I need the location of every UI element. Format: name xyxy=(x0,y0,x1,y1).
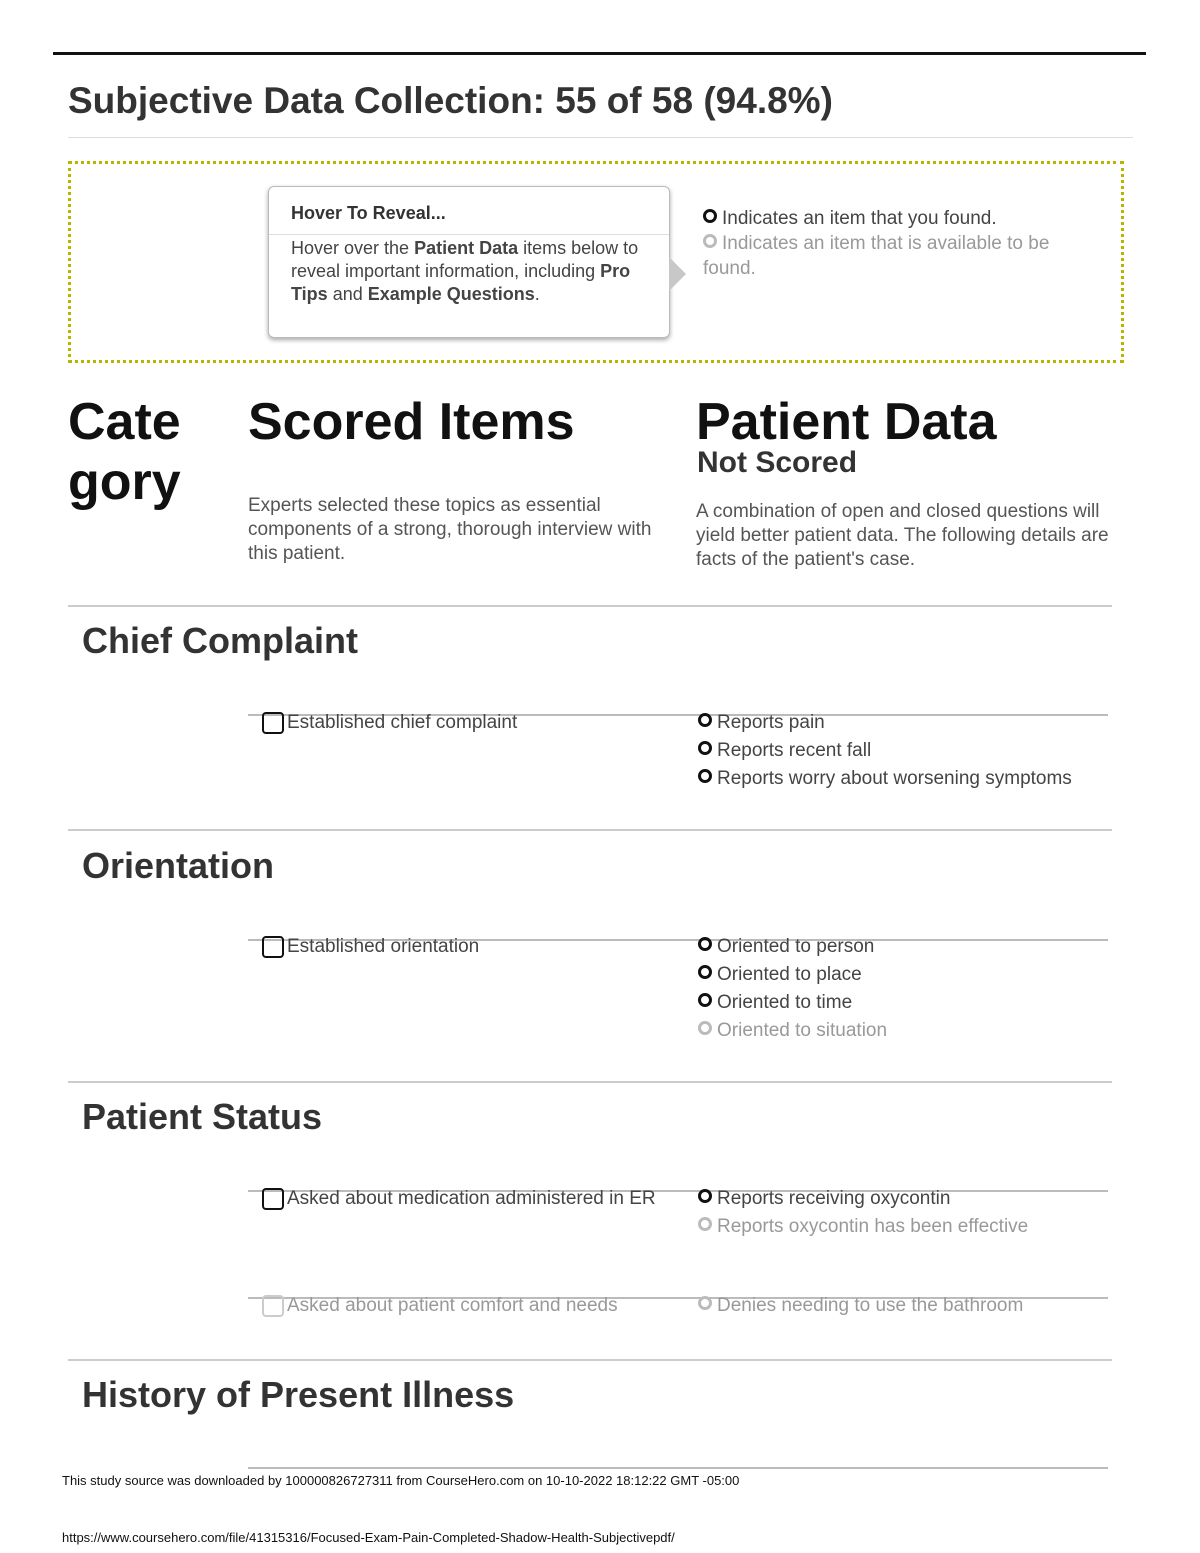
scored-items-heading: Scored Items xyxy=(248,393,575,451)
available-circle-icon xyxy=(698,1217,712,1231)
patient-data-list xyxy=(698,1185,1118,1241)
patient-data-list xyxy=(698,709,1118,793)
section-title-orientation: Orientation xyxy=(82,845,275,886)
found-circle-icon xyxy=(698,769,712,783)
scored-item[interactable]: Established orientation xyxy=(262,934,682,960)
top-rule xyxy=(53,52,1146,55)
not-scored-label: Not Scored xyxy=(697,446,858,479)
data-item[interactable]: Oriented to place xyxy=(698,961,1118,989)
section-divider xyxy=(68,829,1112,831)
data-item[interactable]: Oriented to situation xyxy=(698,1017,1118,1045)
checkbox-icon xyxy=(262,1188,284,1210)
legend-found: Indicates an item that you found. xyxy=(703,206,1093,231)
found-circle-icon xyxy=(698,741,712,755)
scored-description: Experts selected these topics as essential components of a strong, thorough interview with this patient. xyxy=(248,495,652,564)
section-divider xyxy=(68,605,1112,607)
checkbox-icon xyxy=(262,1295,284,1317)
footer-source: This study source was downloaded by 100000826727311 from CourseHero.com on 10-10-2022 18:12:22 GMT -05:00 xyxy=(62,1473,740,1488)
data-item[interactable]: Oriented to person xyxy=(698,933,1118,961)
legend-available: Indicates an item that is available to be found. xyxy=(703,233,1050,279)
available-circle-icon xyxy=(698,1296,712,1310)
available-circle-icon xyxy=(703,234,717,248)
tooltip-title: Hover To Reveal... xyxy=(269,187,669,235)
data-item[interactable]: Denies needing to use the bathroom xyxy=(698,1292,1118,1320)
found-circle-icon xyxy=(698,1189,712,1203)
section-title-hpi: History of Present Illness xyxy=(82,1374,515,1415)
scored-item[interactable]: Asked about medication administered in ER xyxy=(262,1186,662,1212)
item-divider xyxy=(248,1467,1108,1469)
section-title-chief-complaint: Chief Complaint xyxy=(82,620,358,661)
tooltip-text: Hover over the Patient Data items below to reveal important information, including Pro Tips and Example Questions. xyxy=(291,238,639,304)
found-circle-icon xyxy=(698,993,712,1007)
category-heading: Cate gory xyxy=(68,393,181,511)
data-item[interactable]: Reports oxycontin has been effective xyxy=(698,1213,1118,1241)
patient-description: A combination of open and closed questions will yield better patient data. The following details are facts of the patient's case. xyxy=(696,501,1109,570)
hover-tooltip xyxy=(268,186,670,338)
checkbox-icon xyxy=(262,712,284,734)
section-divider xyxy=(68,1081,1112,1083)
footer-url[interactable]: https://www.coursehero.com/file/41315316/Focused-Exam-Pain-Completed-Shadow-Health-Subjectivepdf/ xyxy=(62,1530,675,1545)
page-title: Subjective Data Collection: 55 of 58 (94.8%) xyxy=(68,80,833,121)
found-circle-icon xyxy=(698,713,712,727)
patient-data-list xyxy=(698,1292,1118,1320)
section-divider xyxy=(68,1359,1112,1361)
available-circle-icon xyxy=(698,1021,712,1035)
found-circle-icon xyxy=(698,965,712,979)
checkbox-icon xyxy=(262,936,284,958)
data-item[interactable]: Reports receiving oxycontin xyxy=(698,1185,1118,1213)
found-circle-icon xyxy=(703,209,717,223)
data-item[interactable]: Oriented to time xyxy=(698,989,1118,1017)
data-item[interactable]: Reports recent fall xyxy=(698,737,1118,765)
patient-data-list xyxy=(698,933,1118,1045)
title-divider xyxy=(68,137,1133,138)
found-circle-icon xyxy=(698,937,712,951)
section-title-patient-status: Patient Status xyxy=(82,1096,323,1137)
tooltip-arrow-icon xyxy=(669,257,686,291)
data-item[interactable]: Reports worry about worsening symptoms xyxy=(698,765,1118,793)
scored-item[interactable]: Asked about patient comfort and needs xyxy=(262,1293,682,1319)
scored-item[interactable]: Established chief complaint xyxy=(262,710,682,736)
data-item[interactable]: Reports pain xyxy=(698,709,1118,737)
legend-list xyxy=(703,206,1093,281)
patient-data-heading: Patient Data xyxy=(696,393,997,451)
